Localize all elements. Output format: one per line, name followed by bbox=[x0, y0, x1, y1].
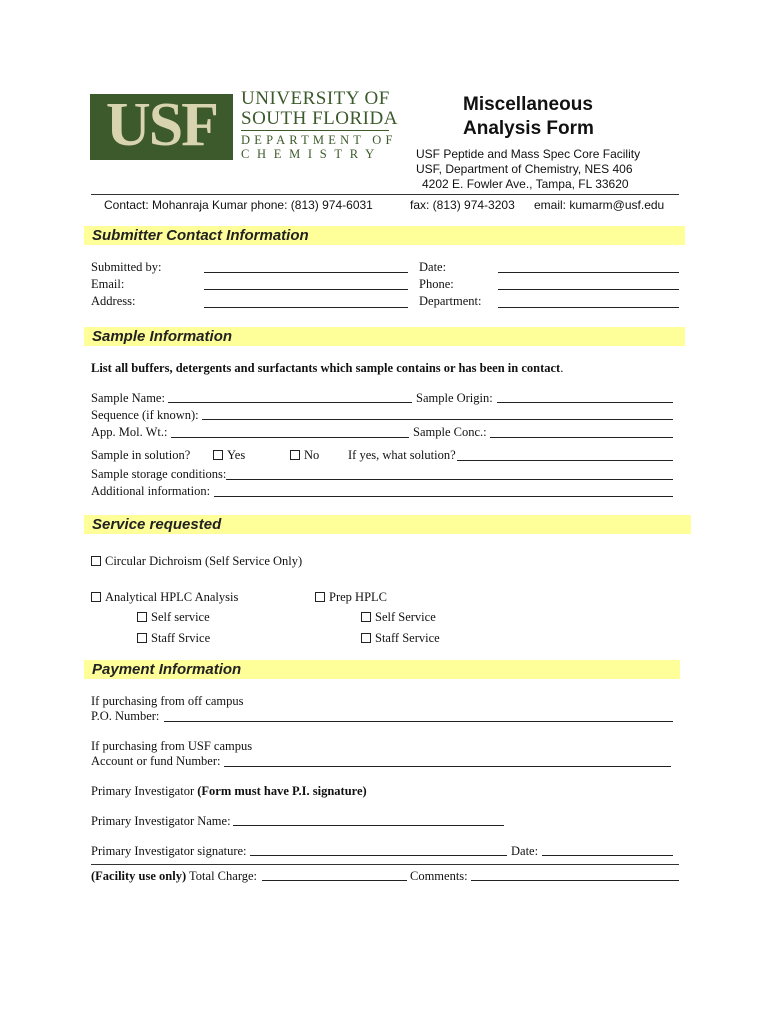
total-charge-field[interactable] bbox=[262, 880, 407, 881]
submitted-by-field[interactable] bbox=[204, 272, 408, 273]
buffers-note bbox=[91, 361, 563, 376]
service-section-header bbox=[84, 515, 691, 534]
email-label: Email: bbox=[91, 277, 125, 291]
facility-address-1: USF Peptide and Mass Spec Core Facility bbox=[416, 147, 641, 161]
contact-line: Contact: Mohanraja Kumar phone: (813) 974-6031 bbox=[104, 198, 373, 212]
sample-origin-field[interactable] bbox=[497, 402, 673, 403]
cd-label: Circular Dichroism (Self Service Only) bbox=[105, 554, 303, 568]
pi-label: Primary Investigator bbox=[91, 784, 195, 798]
off-campus-label: If purchasing from off campus bbox=[91, 694, 244, 708]
department-label: Department: bbox=[419, 294, 482, 308]
no-option[interactable] bbox=[290, 448, 319, 463]
prep-staff-service-option[interactable] bbox=[361, 631, 440, 646]
date-label: Date: bbox=[419, 260, 447, 274]
pi-signature-field[interactable] bbox=[250, 855, 507, 856]
what-solution-field[interactable] bbox=[457, 460, 673, 461]
account-number-field[interactable] bbox=[224, 766, 671, 767]
total-charge-label: Total Charge: bbox=[189, 869, 258, 883]
comments-label: Comments: bbox=[410, 869, 468, 883]
pi-signature-label: Primary Investigator signature: bbox=[91, 844, 247, 858]
signature-date-label: Date: bbox=[511, 844, 539, 858]
logo-line-2: SOUTH FLORIDA bbox=[241, 108, 398, 129]
no-checkbox[interactable] bbox=[290, 450, 300, 460]
prep-hplc-option[interactable] bbox=[315, 590, 387, 605]
prep-staff-service-label: Staff Service bbox=[375, 631, 440, 645]
facility-rule bbox=[91, 864, 679, 865]
analytical-staff-service-checkbox[interactable] bbox=[137, 633, 147, 643]
analytical-hplc-checkbox[interactable] bbox=[91, 592, 101, 602]
address-label: Address: bbox=[91, 294, 136, 308]
payment-heading: Payment Information bbox=[92, 661, 242, 678]
facility-use bbox=[91, 869, 257, 884]
phone-field[interactable] bbox=[498, 289, 679, 290]
what-solution-label: If yes, what solution? bbox=[348, 448, 456, 462]
form-title-line-1: Miscellaneous bbox=[463, 94, 593, 115]
usf-campus-label: If purchasing from USF campus bbox=[91, 739, 253, 753]
prep-self-service-option[interactable] bbox=[361, 610, 436, 625]
in-solution-label: Sample in solution? bbox=[91, 448, 191, 462]
email-line: email: kumarm@usf.edu bbox=[534, 198, 665, 212]
phone-label: Phone: bbox=[419, 277, 454, 291]
sample-section-header bbox=[84, 327, 685, 346]
sample-conc-label: Sample Conc.: bbox=[413, 425, 487, 439]
submitter-heading: Submitter Contact Information bbox=[92, 227, 309, 244]
prep-self-service-label: Self Service bbox=[375, 610, 436, 624]
header-rule bbox=[91, 194, 679, 195]
facility-address-2: USF, Department of Chemistry, NES 406 bbox=[416, 162, 633, 176]
date-field[interactable] bbox=[498, 272, 679, 273]
service-heading: Service requested bbox=[92, 516, 222, 533]
cd-checkbox[interactable] bbox=[91, 556, 101, 566]
po-number-label: P.O. Number: bbox=[91, 709, 160, 723]
prep-hplc-label: Prep HPLC bbox=[329, 590, 387, 604]
sample-name-label: Sample Name: bbox=[91, 391, 165, 405]
pi-signature-note: (Form must have P.I. signature) bbox=[197, 784, 367, 798]
address-field[interactable] bbox=[204, 307, 408, 308]
po-number-field[interactable] bbox=[164, 721, 673, 722]
analytical-hplc-label: Analytical HPLC Analysis bbox=[105, 590, 239, 604]
usf-logo-mark bbox=[90, 91, 233, 160]
logo-line-1: UNIVERSITY OF bbox=[241, 88, 390, 109]
sequence-label: Sequence (if known): bbox=[91, 408, 199, 422]
payment-section-header bbox=[84, 660, 680, 679]
logo-divider bbox=[241, 130, 389, 131]
analytical-self-service-checkbox[interactable] bbox=[137, 612, 147, 622]
sequence-field[interactable] bbox=[202, 419, 673, 420]
storage-field[interactable] bbox=[226, 479, 673, 480]
usf-logo-letters: USF bbox=[105, 91, 218, 159]
logo-line-4: CHEMISTRY bbox=[241, 147, 382, 161]
department-field[interactable] bbox=[498, 307, 679, 308]
facility-address-3: 4202 E. Fowler Ave., Tampa, FL 33620 bbox=[422, 177, 629, 191]
account-number-label: Account or fund Number: bbox=[91, 754, 221, 768]
yes-checkbox[interactable] bbox=[213, 450, 223, 460]
no-label: No bbox=[304, 448, 320, 462]
prep-self-service-checkbox[interactable] bbox=[361, 612, 371, 622]
submitted-by-label: Submitted by: bbox=[91, 260, 162, 274]
storage-label: Sample storage conditions: bbox=[91, 467, 227, 481]
prep-staff-service-checkbox[interactable] bbox=[361, 633, 371, 643]
analytical-staff-service-option[interactable] bbox=[137, 631, 210, 646]
yes-label: Yes bbox=[227, 448, 246, 462]
analytical-staff-service-label: Staff Srvice bbox=[151, 631, 211, 645]
analytical-hplc-option[interactable] bbox=[91, 590, 238, 605]
buffers-note-bold: List all buffers, detergents and surfactants which sample contains or has been in contact bbox=[91, 361, 561, 375]
pi-name-field[interactable] bbox=[233, 825, 504, 826]
sample-name-field[interactable] bbox=[168, 402, 412, 403]
sample-conc-field[interactable] bbox=[490, 437, 673, 438]
submitter-section-header bbox=[84, 226, 685, 245]
analytical-self-service-option[interactable] bbox=[137, 610, 210, 625]
mol-wt-field[interactable] bbox=[171, 437, 409, 438]
sample-origin-label: Sample Origin: bbox=[416, 391, 493, 405]
signature-date-field[interactable] bbox=[542, 855, 673, 856]
fax-line: fax: (813) 974-3203 bbox=[410, 198, 515, 212]
form-title-line-2: Analysis Form bbox=[463, 118, 594, 139]
cd-option[interactable] bbox=[91, 554, 302, 569]
prep-hplc-checkbox[interactable] bbox=[315, 592, 325, 602]
buffers-note-period: . bbox=[560, 361, 564, 375]
logo-line-3: DEPARTMENT OF bbox=[241, 133, 397, 147]
email-field[interactable] bbox=[204, 289, 408, 290]
analytical-self-service-label: Self service bbox=[151, 610, 210, 624]
mol-wt-label: App. Mol. Wt.: bbox=[91, 425, 168, 439]
facility-use-label: (Facility use only) bbox=[91, 869, 187, 883]
sample-heading: Sample Information bbox=[92, 328, 233, 345]
yes-option[interactable] bbox=[213, 448, 245, 463]
pi-name-label: Primary Investigator Name: bbox=[91, 814, 231, 828]
comments-field[interactable] bbox=[471, 880, 679, 881]
pi-requirement bbox=[91, 784, 367, 799]
additional-info-field[interactable] bbox=[214, 496, 673, 497]
additional-info-label: Additional information: bbox=[91, 484, 211, 498]
